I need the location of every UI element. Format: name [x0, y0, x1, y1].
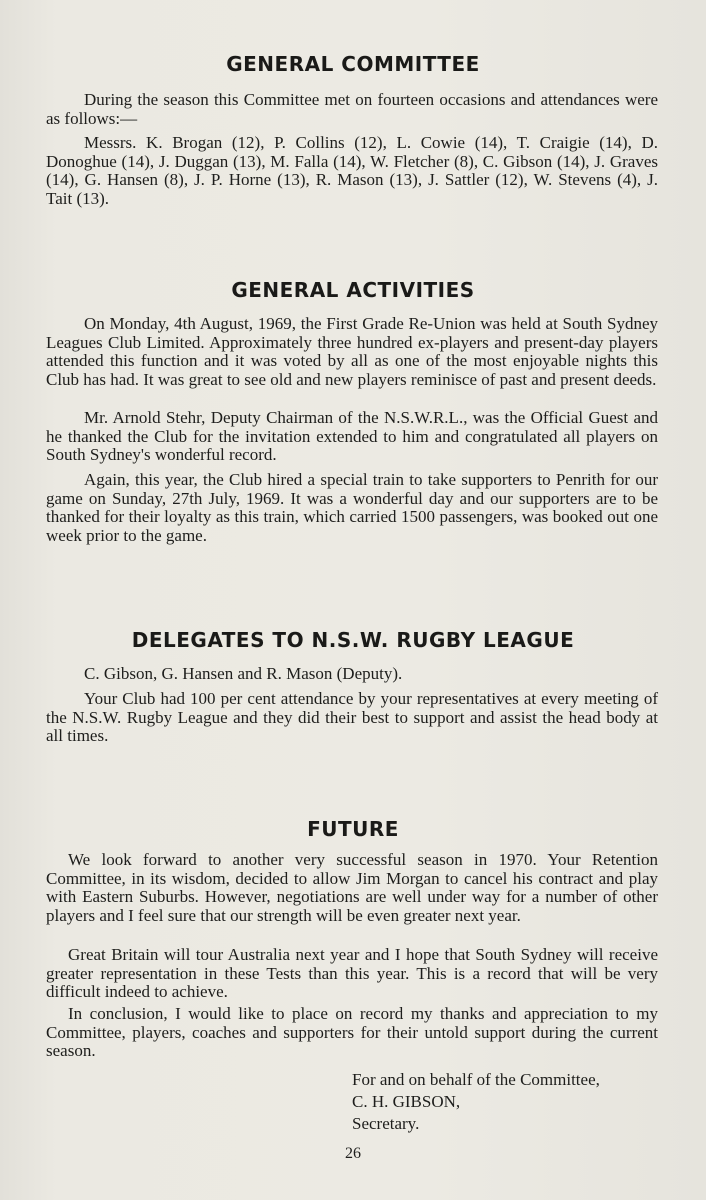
page-number: 26	[345, 1145, 361, 1162]
signature-title: Secretary.	[352, 1114, 420, 1133]
general-committee-members: Messrs. K. Brogan (12), P. Collins (12), L. Cowie (14), T. Craigie (14), D. Donoghue (14), J. Duggan (13), M. Falla (14), W. Fletcher (8), C. Gibson (14), J. Graves (14), G. Hansen (8), J. P. Horne (13), R. Mason (13), J. Sattler (12), W. Stevens (4), J. Tait (13).	[46, 133, 658, 208]
future-paragraph-2: Great Britain will tour Australia next year and I hope that South Sydney will receive greater representation in these Tests than this year. This is a record that will be very difficult indeed to achieve.	[46, 945, 658, 1002]
general-activities-paragraph-3: Again, this year, the Club hired a special train to take supporters to Penrith for our game on Sunday, 27th July, 1969. It was a wonderful day and our supporters are to be thanked for their loyalty as this train, which carried 1500 passengers, was booked out one week prior to the game.	[46, 470, 658, 545]
delegates-paragraph-1: Your Club had 100 per cent attendance by your representatives at every meeting of the N.S.W. Rugby League and they did their best to support and assist the head body at all times.	[46, 689, 658, 746]
future-paragraph-1: We look forward to another very successful season in 1970. Your Retention Committee, in its wisdom, decided to allow Jim Morgan to cancel his contract and play with Eastern Suburbs. However, negotiations are well under way for a number of other players and I feel sure that our strength will be even greater next year.	[46, 850, 658, 925]
signature-name: C. H. GIBSON,	[352, 1092, 461, 1111]
general-committee-intro: During the season this Committee met on fourteen occasions and attendances were as follows:—	[46, 90, 658, 128]
general-activities-paragraph-1: On Monday, 4th August, 1969, the First Grade Re-Union was held at South Sydney Leagues Club Limited. Approximately three hundred ex-players and present-day players attended this function and it was voted by all as one of the most enjoyable nights this Club has had. It was great to see old and new players reminisce of past and present deeds.	[46, 314, 658, 389]
signature-line-1: For and on behalf of the Committee,	[352, 1070, 600, 1089]
future-heading: FUTURE	[307, 817, 399, 841]
delegates-names: C. Gibson, G. Hansen and R. Mason (Deputy).	[84, 664, 403, 683]
future-paragraph-3: In conclusion, I would like to place on record my thanks and appreciation to my Committee, players, coaches and supporters for their untold support during the current season.	[46, 1004, 658, 1061]
delegates-heading: DELEGATES TO N.S.W. RUGBY LEAGUE	[131, 628, 575, 652]
general-activities-heading: GENERAL ACTIVITIES	[231, 278, 475, 302]
general-activities-paragraph-2: Mr. Arnold Stehr, Deputy Chairman of the N.S.W.R.L., was the Official Guest and he thanked the Club for the invitation extended to him and congratulated all players on South Sydney's wonderful record.	[46, 408, 658, 465]
general-committee-heading: GENERAL COMMITTEE	[226, 52, 480, 76]
